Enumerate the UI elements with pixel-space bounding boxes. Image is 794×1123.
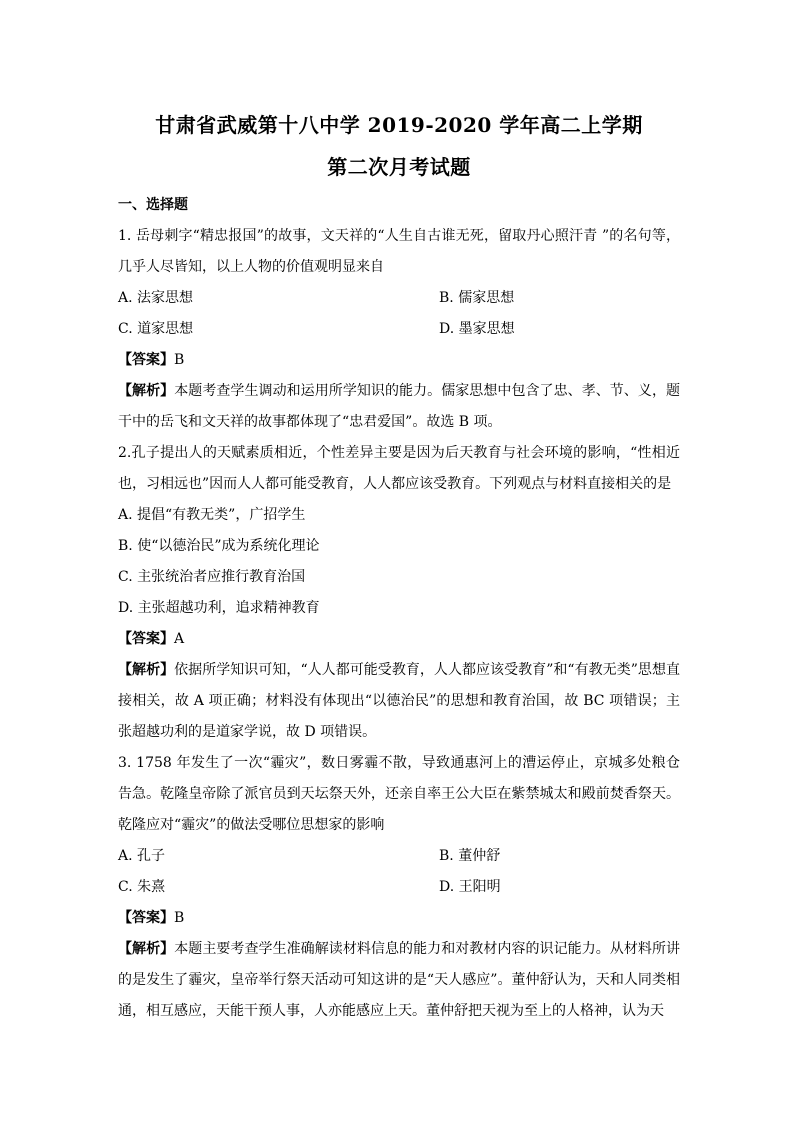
answer-value: B — [174, 910, 185, 926]
answer-line — [118, 624, 680, 655]
analysis-tag: 【解析】 — [118, 383, 175, 399]
question-stem: 2.孔子提出人的天赋素质相近，个性差异主要是因为后天教育与社会环境的影响，“性相近也，习相远也”因而人人都可能受教育，人人都应该受教育。下列观点与材料直接相关的是 — [118, 445, 680, 492]
answer-line — [118, 345, 680, 376]
option-a: A. 法家思想 — [118, 290, 194, 306]
options-list — [118, 283, 680, 345]
analysis-paragraph — [118, 934, 680, 1027]
analysis-paragraph — [118, 376, 680, 438]
answer-line — [118, 903, 680, 934]
question-stem: 1. 岳母刺字“精忠报国”的故事，文天祥的“人生自古谁无死，留取丹心照汗青 ”的名句等，几乎人尽皆知，以上人物的价值观明显来自 — [118, 228, 680, 275]
option-d: D. 主张超越功利，追求精神教育 — [118, 600, 320, 616]
answer-value: A — [174, 631, 185, 647]
option-c: C. 主张统治者应推行教育治国 — [118, 569, 306, 585]
document-title-line2: 第二次月考试题 — [327, 155, 471, 179]
document-title-line1: 甘肃省武威第十八中学 2019-2020 学年高二上学期 — [155, 113, 643, 137]
question-2 — [118, 438, 680, 748]
options-list — [118, 841, 680, 903]
analysis-text: 依据所学知识可知，“人人都可能受教育，人人都应该受教育”和“有教无类”思想直接相关，故 A 项正确；材料没有体现出“以德治民”的思想和教育治国，故 BC 项错误；主张超越功利的是道家学说，故 D 项错误。 — [118, 662, 680, 740]
analysis-tag: 【解析】 — [118, 941, 175, 957]
option-d: D. 王阳明 — [439, 879, 501, 895]
option-c: C. 道家思想 — [118, 321, 194, 337]
analysis-text: 本题主要考查学生准确解读材料信息的能力和对教材内容的识记能力。从材料所讲的是发生了霾灾，皇帝举行祭天活动可知这讲的是“天人感应”。董仲舒认为，天和人同类相通，相互感应，天能干预人事，人亦能感应上天。董仲舒把天视为至上的人格神，认为天 — [118, 941, 681, 1019]
option-b: B. 董仲舒 — [439, 848, 501, 864]
option-b: B. 使“以德治民”成为系统化理论 — [118, 538, 320, 554]
answer-value: B — [174, 352, 185, 368]
question-stem: 3. 1758 年发生了一次“霾灾”，数日雾霾不散，导致通惠河上的漕运停止，京城多处粮仓告急。乾隆皇帝除了派官员到天坛祭天外，还亲自率王公大臣在紫禁城太和殿前焚香祭天。乾隆应对“霾灾”的做法受哪位思想家的影响 — [118, 755, 680, 833]
answer-tag: 【答案】 — [118, 910, 174, 926]
option-a: A. 提倡“有教无类”，广招学生 — [118, 507, 306, 523]
question-3 — [118, 748, 680, 1027]
analysis-paragraph — [118, 655, 680, 748]
analysis-tag: 【解析】 — [118, 662, 175, 678]
question-1 — [118, 221, 680, 438]
section-heading: 一、选择题 — [118, 197, 188, 213]
option-b: B. 儒家思想 — [439, 290, 515, 306]
answer-tag: 【答案】 — [118, 352, 174, 368]
option-a: A. 孔子 — [118, 848, 166, 864]
answer-tag: 【答案】 — [118, 631, 174, 647]
analysis-text: 本题考查学生调动和运用所学知识的能力。儒家思想中包含了忠、孝、节、义，题干中的岳飞和文天祥的故事都体现了“忠君爱国”。故选 B 项。 — [118, 383, 681, 430]
option-c: C. 朱熹 — [118, 879, 166, 895]
option-d: D. 墨家思想 — [439, 321, 515, 337]
